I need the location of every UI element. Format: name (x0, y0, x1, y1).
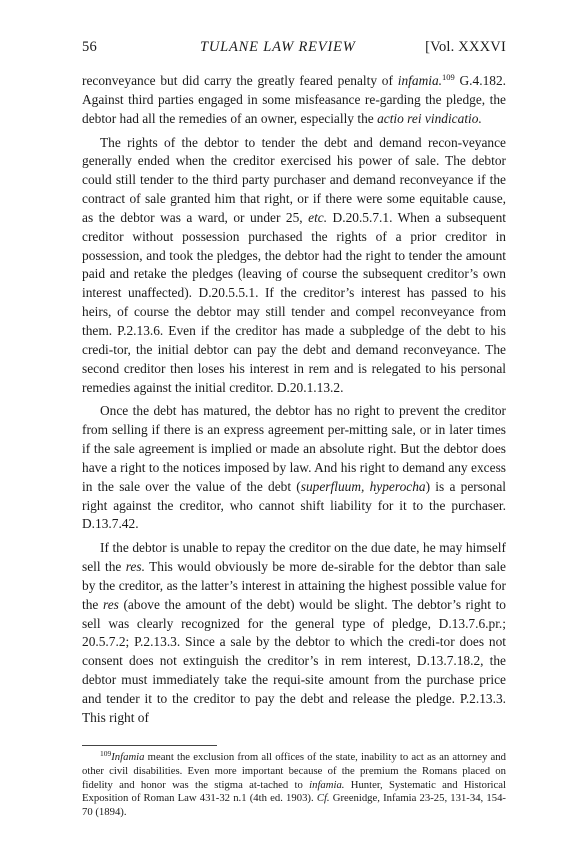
italic-term: Infamia (111, 751, 145, 763)
page-number: 56 (82, 39, 97, 55)
running-title: TULANE LAW REVIEW (200, 39, 356, 55)
text-run: Once the debt has matured, the debtor has no right to prevent the creditor from selling if there is an express agreement per-mitting sale, or in later times if the sale agreement is implied or made an absolute right. But the debtor does have a right to the notices imposed by law. And his right to demand any excess in the sale over the value of the debt ( (82, 403, 506, 494)
body-text (82, 72, 506, 728)
footnote-number: 109 (100, 749, 112, 758)
footnote-109 (82, 751, 506, 820)
volume-label: [Vol. XXXVI (425, 39, 506, 55)
footnote-divider (82, 745, 217, 746)
text-run: ) is a personal right against the creditor, who cannot shift liability for it to the purchaser. D.13.7.42. (82, 478, 506, 532)
page-header (82, 39, 506, 59)
footnote-paragraph (82, 751, 506, 820)
italic-term: infamia. (309, 778, 345, 791)
text-run: The rights of the debtor to tender the debt and demand recon-veyance generally ended when the creditor exercised his power of sale. The debtor could still tender to the third party purchaser and demand reconveyance if the contract of sale granted him that right, or if there were some equitable cause, as the debtor was a ward, or under 25, (82, 134, 506, 225)
paragraph-4 (82, 539, 506, 727)
text-run: meant the exclusion from all offices of the state, inability to act as an attorney and other civil disabilities. Even more important because of the premium the Romans placed on fidelity and honor was the stigma at-tached to (82, 751, 506, 791)
footnote-reference[interactable]: 109 (442, 72, 455, 82)
paragraph-1 (82, 72, 506, 129)
text-run: reconveyance but did carry the greatly feared penalty of (82, 73, 398, 88)
italic-term: Cf. (316, 792, 330, 805)
italic-term: infamia. (397, 73, 442, 88)
text-run: Hunter, Systematic and Historical Exposition of Roman Law 431-32 n.1 (4th ed. 1903). (82, 778, 506, 805)
text-run: This would obviously be more de-sirable for the debtor than sale by the creditor, as the latter’s interest in attaining the highest possible value for the (82, 559, 506, 612)
italic-term: etc. (308, 209, 328, 225)
paragraph-2 (82, 134, 506, 398)
italic-term: actio rei vindicatio. (377, 110, 482, 126)
italic-term: res. (125, 559, 145, 575)
text-run: Greenidge, Infamia 23-25, 131-34, 154-70 (1894). (82, 792, 506, 819)
paragraph-3 (82, 402, 506, 534)
text-run: (above the amount of the debt) would be slight. The debtor’s right to sell was clearly recognized for the general type of pledge, D.13.7.6.pr.; 20.5.7.2; P.2.13.3. Since a sale by the debtor to which the credi-tor does not consent does not extinguish the creditor’s in rem interest, D.13.7.18.2, the debtor must immediately take the requi-site amount from the purchase price and tender it to the creditor to pay the debt and release the pledge. P.2.13.3. This right of (82, 596, 506, 725)
text-run: D.20.5.7.1. When a subsequent creditor without possession purchased the rights of a prior creditor in possession, and took the pledges, the debtor had the right to tender the amount paid and retake the pledges (leaving of course the subsequent creditor’s own interest unaffected). D.20.5.5.1. If the creditor’s interest has passed to his heirs, of course the debtor may still tender and compel reconveyance from them. P.2.13.6. Even if the creditor has made a subpledge of the debt to his credi-tor, the initial debtor can pay the debt and demand reconveyance. The second creditor then loses his interest in rem and is relegated to his personal remedies against the initial creditor. D.20.1.13.2. (82, 209, 506, 395)
italic-term: res (102, 596, 119, 612)
text-run: G.4.182. Against third parties engaged in some misfeasance re-garding the pledge, the debtor had all the remedies of an owner, especially the (82, 73, 507, 126)
text-run: If the debtor is unable to repay the creditor on the due date, he may himself sell the (82, 540, 506, 575)
italic-term: superfluum, hyperocha (300, 478, 426, 494)
